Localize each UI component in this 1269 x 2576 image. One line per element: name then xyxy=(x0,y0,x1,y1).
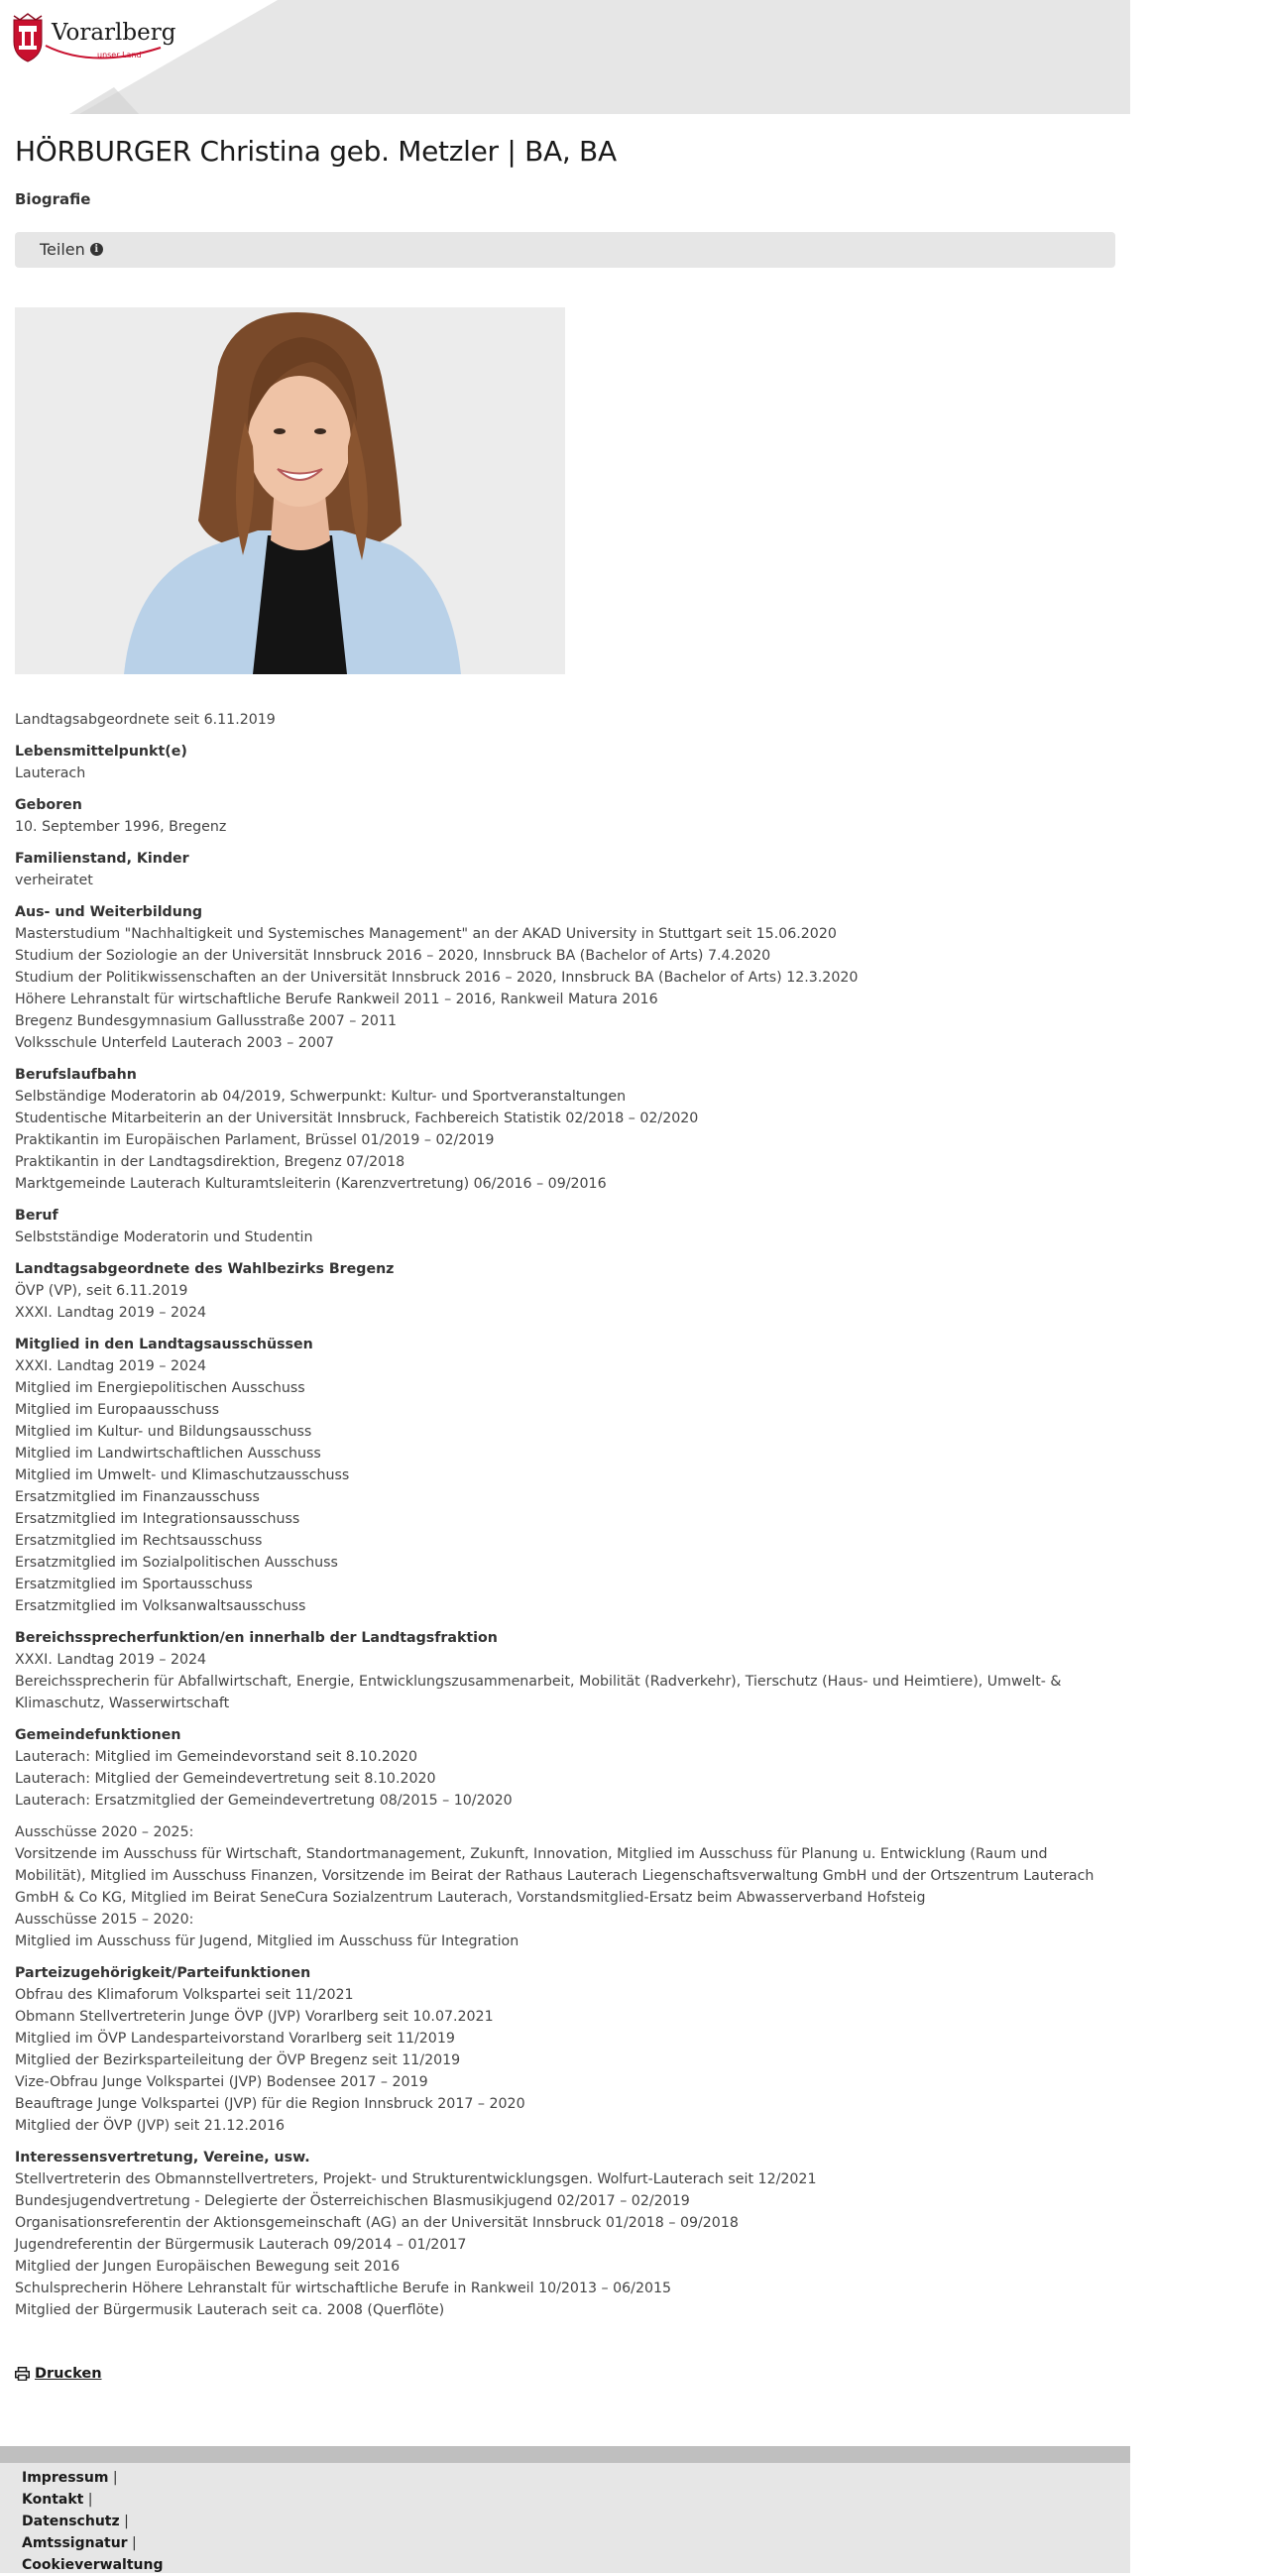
share-button[interactable] xyxy=(40,240,103,259)
bio-line: Jugendreferentin der Bürgermusik Lauterach 09/2014 – 01/2017 xyxy=(15,2237,467,2253)
bio-line: Obmann Stellvertreterin Junge ÖVP (JVP) Vorarlberg seit 10.07.2021 xyxy=(15,2009,494,2025)
footer-link-kontakt[interactable]: Kontakt xyxy=(22,2492,84,2508)
bio-section xyxy=(15,1724,1115,1812)
logo-tagline: unser Land xyxy=(97,51,142,59)
bio-section xyxy=(15,794,1115,838)
bio-line: Mitglied der Bezirksparteileitung der ÖVP Bregenz seit 11/2019 xyxy=(15,2052,461,2068)
bio-line: Bundesjugendvertretung - Delegierte der Österreichischen Blasmusikjugend 02/2017 – 02/2019 xyxy=(15,2193,690,2209)
bio-line: Beauftrage Junge Volkspartei (JVP) für die Region Innsbruck 2017 – 2020 xyxy=(15,2096,525,2112)
bio-line: Ausschüsse 2015 – 2020: xyxy=(15,1912,194,1928)
bio-line: Ersatzmitglied im Sozialpolitischen Ausschuss xyxy=(15,1555,338,1571)
bio-line: verheiratet xyxy=(15,873,93,888)
vorarlberg-logo[interactable] xyxy=(8,8,176,67)
print-label: Drucken xyxy=(35,2366,102,2382)
bio-line: Obfrau des Klimaforum Volkspartei seit 11/2021 xyxy=(15,1987,354,2003)
bio-line: Mitglied im Europaausschuss xyxy=(15,1402,220,1418)
footer-divider xyxy=(0,2446,1130,2463)
bio-line: Mitglied der Jungen Europäischen Bewegung seit 2016 xyxy=(15,2259,401,2275)
bio-line: Ausschüsse 2020 – 2025: xyxy=(15,1824,194,1840)
bio-line: Vize-Obfrau Junge Volkspartei (JVP) Bodensee 2017 – 2019 xyxy=(15,2074,428,2090)
bio-line: Mitglied im ÖVP Landesparteivorstand Vorarlberg seit 11/2019 xyxy=(15,2031,455,2047)
logo-wordmark: Vorarlberg xyxy=(52,20,176,46)
bio-section xyxy=(15,848,1115,891)
bio-section xyxy=(15,1334,1115,1617)
bio-line: Praktikantin im Europäischen Parlament, Brüssel 01/2019 – 02/2019 xyxy=(15,1132,495,1148)
bio-line: Stellvertreterin des Obmannstellvertreters, Projekt- und Strukturentwicklungsgen. Wolfurt-Lauterach seit 12/2021 xyxy=(15,2171,817,2187)
bio-line: 10. September 1996, Bregenz xyxy=(15,819,227,835)
footer-links xyxy=(22,2467,163,2576)
bio-section-label: Familienstand, Kinder xyxy=(15,851,189,867)
bio-line: Ersatzmitglied im Sportausschuss xyxy=(15,1577,253,1592)
biography xyxy=(15,709,1115,2331)
bio-section xyxy=(15,1821,1115,1952)
portrait-illustration xyxy=(15,307,565,674)
bio-section-label: Mitglied in den Landtagsausschüssen xyxy=(15,1337,313,1352)
bio-section-label: Beruf xyxy=(15,1208,58,1224)
footer-separator: | xyxy=(83,2492,93,2508)
bio-line: XXXI. Landtag 2019 – 2024 xyxy=(15,1652,207,1668)
share-bar xyxy=(15,232,1115,268)
bio-section-label: Landtagsabgeordnete des Wahlbezirks Bregenz xyxy=(15,1261,395,1277)
site-footer xyxy=(0,2463,1130,2573)
bio-line: Marktgemeinde Lauterach Kulturamtsleiterin (Karenzvertretung) 06/2016 – 09/2016 xyxy=(15,1176,607,1192)
printer-icon xyxy=(15,2367,30,2381)
bio-section xyxy=(15,1064,1115,1195)
bio-line: Schulsprecherin Höhere Lehranstalt für wirtschaftliche Berufe in Rankweil 10/2013 – 06/2015 xyxy=(15,2281,672,2296)
bio-line: Ersatzmitglied im Finanzausschuss xyxy=(15,1489,260,1505)
bio-section-label: Parteizugehörigkeit/Parteifunktionen xyxy=(15,1965,311,1981)
bio-line: Lauterach: Mitglied der Gemeindevertretung seit 8.10.2020 xyxy=(15,1771,436,1787)
bio-section-label: Aus- und Weiterbildung xyxy=(15,904,203,920)
bio-line: Lauterach: Ersatzmitglied der Gemeindevertretung 08/2015 – 10/2020 xyxy=(15,1793,513,1809)
footer-link-cookieverwaltung[interactable]: Cookieverwaltung xyxy=(22,2557,164,2573)
bio-line: Mitglied im Ausschuss für Jugend, Mitglied im Ausschuss für Integration xyxy=(15,1933,519,1949)
footer-separator: | xyxy=(108,2470,118,2486)
bio-section-label: Lebensmittelpunkt(e) xyxy=(15,744,187,760)
bio-line: ÖVP (VP), seit 6.11.2019 xyxy=(15,1283,188,1299)
bio-line: Mitglied im Energiepolitischen Ausschuss xyxy=(15,1380,305,1396)
bio-section xyxy=(15,1627,1115,1714)
bio-line: Studium der Politikwissenschaften an der Universität Innsbruck 2016 – 2020, Innsbruck BA (Bachelor of Arts) 12.3.2020 xyxy=(15,970,859,986)
bio-line: Organisationsreferentin der Aktionsgemeinschaft (AG) an der Universität Innsbruck 01/2018 – 09/2018 xyxy=(15,2215,739,2231)
bio-line: Ersatzmitglied im Volksanwaltsausschuss xyxy=(15,1598,306,1614)
portrait-photo xyxy=(15,307,565,674)
bio-line: Ersatzmitglied im Rechtsausschuss xyxy=(15,1533,263,1549)
site-header xyxy=(0,0,1130,114)
print-button[interactable] xyxy=(15,2366,102,2382)
bio-line: Ersatzmitglied im Integrationsausschuss xyxy=(15,1511,300,1527)
bio-section xyxy=(15,901,1115,1054)
bio-section-label: Berufslaufbahn xyxy=(15,1067,137,1083)
page-title: HÖRBURGER Christina geb. Metzler | BA, BA xyxy=(15,135,617,168)
bio-line: XXXI. Landtag 2019 – 2024 xyxy=(15,1358,207,1374)
bio-line: Bregenz Bundesgymnasium Gallusstraße 2007 – 2011 xyxy=(15,1013,398,1029)
bio-section xyxy=(15,741,1115,784)
bio-line: Vorsitzende im Ausschuss für Wirtschaft, Standortmanagement, Zukunft, Innovation, Mitglied im Ausschuss für Planung u. Entwicklung (Raum und Mobilität), Mitglied im Ausschuss Finanzen, Vorsitzende im Beirat der Rathaus Lauterach Liegenschaftsverwaltung GmbH und der Ortszentrum Lauterach GmbH & Co KG, Mitglied im Beirat SeneCura Sozialzentrum Lauterach, Vorstandsmitglied-Ersatz beim Abwasserverband Hofsteig xyxy=(15,1846,1095,1906)
bio-section-label: Gemeindefunktionen xyxy=(15,1727,181,1743)
bio-line: Masterstudium "Nachhaltigkeit und Systemisches Management" an der AKAD University in Stuttgart seit 15.06.2020 xyxy=(15,926,837,942)
bio-line: XXXI. Landtag 2019 – 2024 xyxy=(15,1305,207,1321)
footer-link-datenschutz[interactable]: Datenschutz xyxy=(22,2514,120,2529)
bio-line: Höhere Lehranstalt für wirtschaftliche Berufe Rankweil 2011 – 2016, Rankweil Matura 2016 xyxy=(15,992,658,1007)
footer-separator: | xyxy=(119,2514,129,2529)
bio-line: Selbständige Moderatorin ab 04/2019, Schwerpunkt: Kultur- und Sportveranstaltungen xyxy=(15,1089,627,1105)
bio-line: Volksschule Unterfeld Lauterach 2003 – 2007 xyxy=(15,1035,334,1051)
footer-link-row xyxy=(22,2467,163,2489)
bio-line: Mitglied im Kultur- und Bildungsausschuss xyxy=(15,1424,312,1440)
footer-link-amtssignatur[interactable]: Amtssignatur xyxy=(22,2535,128,2551)
bio-line: Mitglied der Bürgermusik Lauterach seit ca. 2008 (Querflöte) xyxy=(15,2302,445,2318)
bio-section xyxy=(15,2147,1115,2321)
bio-line: Mitglied im Umwelt- und Klimaschutzausschuss xyxy=(15,1467,350,1483)
bio-section-label: Geboren xyxy=(15,797,82,813)
bio-line: Praktikantin in der Landtagsdirektion, Bregenz 07/2018 xyxy=(15,1154,405,1170)
bio-section-label: Bereichssprecherfunktion/en innerhalb der Landtagsfraktion xyxy=(15,1630,498,1646)
right-margin xyxy=(1130,0,1269,2573)
footer-link-row xyxy=(22,2511,163,2532)
bio-line: Mitglied der ÖVP (JVP) seit 21.12.2016 xyxy=(15,2118,286,2134)
bio-intro: Landtagsabgeordnete seit 6.11.2019 xyxy=(15,712,276,728)
bio-line: Lauterach xyxy=(15,765,86,781)
bio-section xyxy=(15,1205,1115,1248)
footer-link-row xyxy=(22,2489,163,2511)
bio-line: Mitglied im Landwirtschaftlichen Ausschuss xyxy=(15,1446,321,1462)
footer-separator: | xyxy=(127,2535,137,2551)
footer-link-impressum[interactable]: Impressum xyxy=(22,2470,109,2486)
page-subtitle: Biografie xyxy=(15,190,91,208)
bio-section xyxy=(15,1962,1115,2137)
info-circle-icon: i xyxy=(90,243,103,256)
bio-section xyxy=(15,1258,1115,1324)
bio-line: Studium der Soziologie an der Universität Innsbruck 2016 – 2020, Innsbruck BA (Bachelor of Arts) 7.4.2020 xyxy=(15,948,771,964)
footer-link-row xyxy=(22,2532,163,2554)
coat-of-arms-icon xyxy=(8,12,48,63)
bio-section-label: Interessensvertretung, Vereine, usw. xyxy=(15,2150,310,2166)
bio-line: Bereichssprecherin für Abfallwirtschaft, Energie, Entwicklungszusammenarbeit, Mobilität (Radverkehr), Tierschutz (Haus- und Heimtiere), Umwelt- & Klimaschutz, Wasserwirtschaft xyxy=(15,1674,1062,1711)
share-label: Teilen xyxy=(40,240,85,259)
bio-line: Lauterach: Mitglied im Gemeindevorstand seit 8.10.2020 xyxy=(15,1749,417,1765)
bio-line: Selbstständige Moderatorin und Studentin xyxy=(15,1229,313,1245)
bio-line: Studentische Mitarbeiterin an der Universität Innsbruck, Fachbereich Statistik 02/2018 – 02/2020 xyxy=(15,1111,699,1126)
